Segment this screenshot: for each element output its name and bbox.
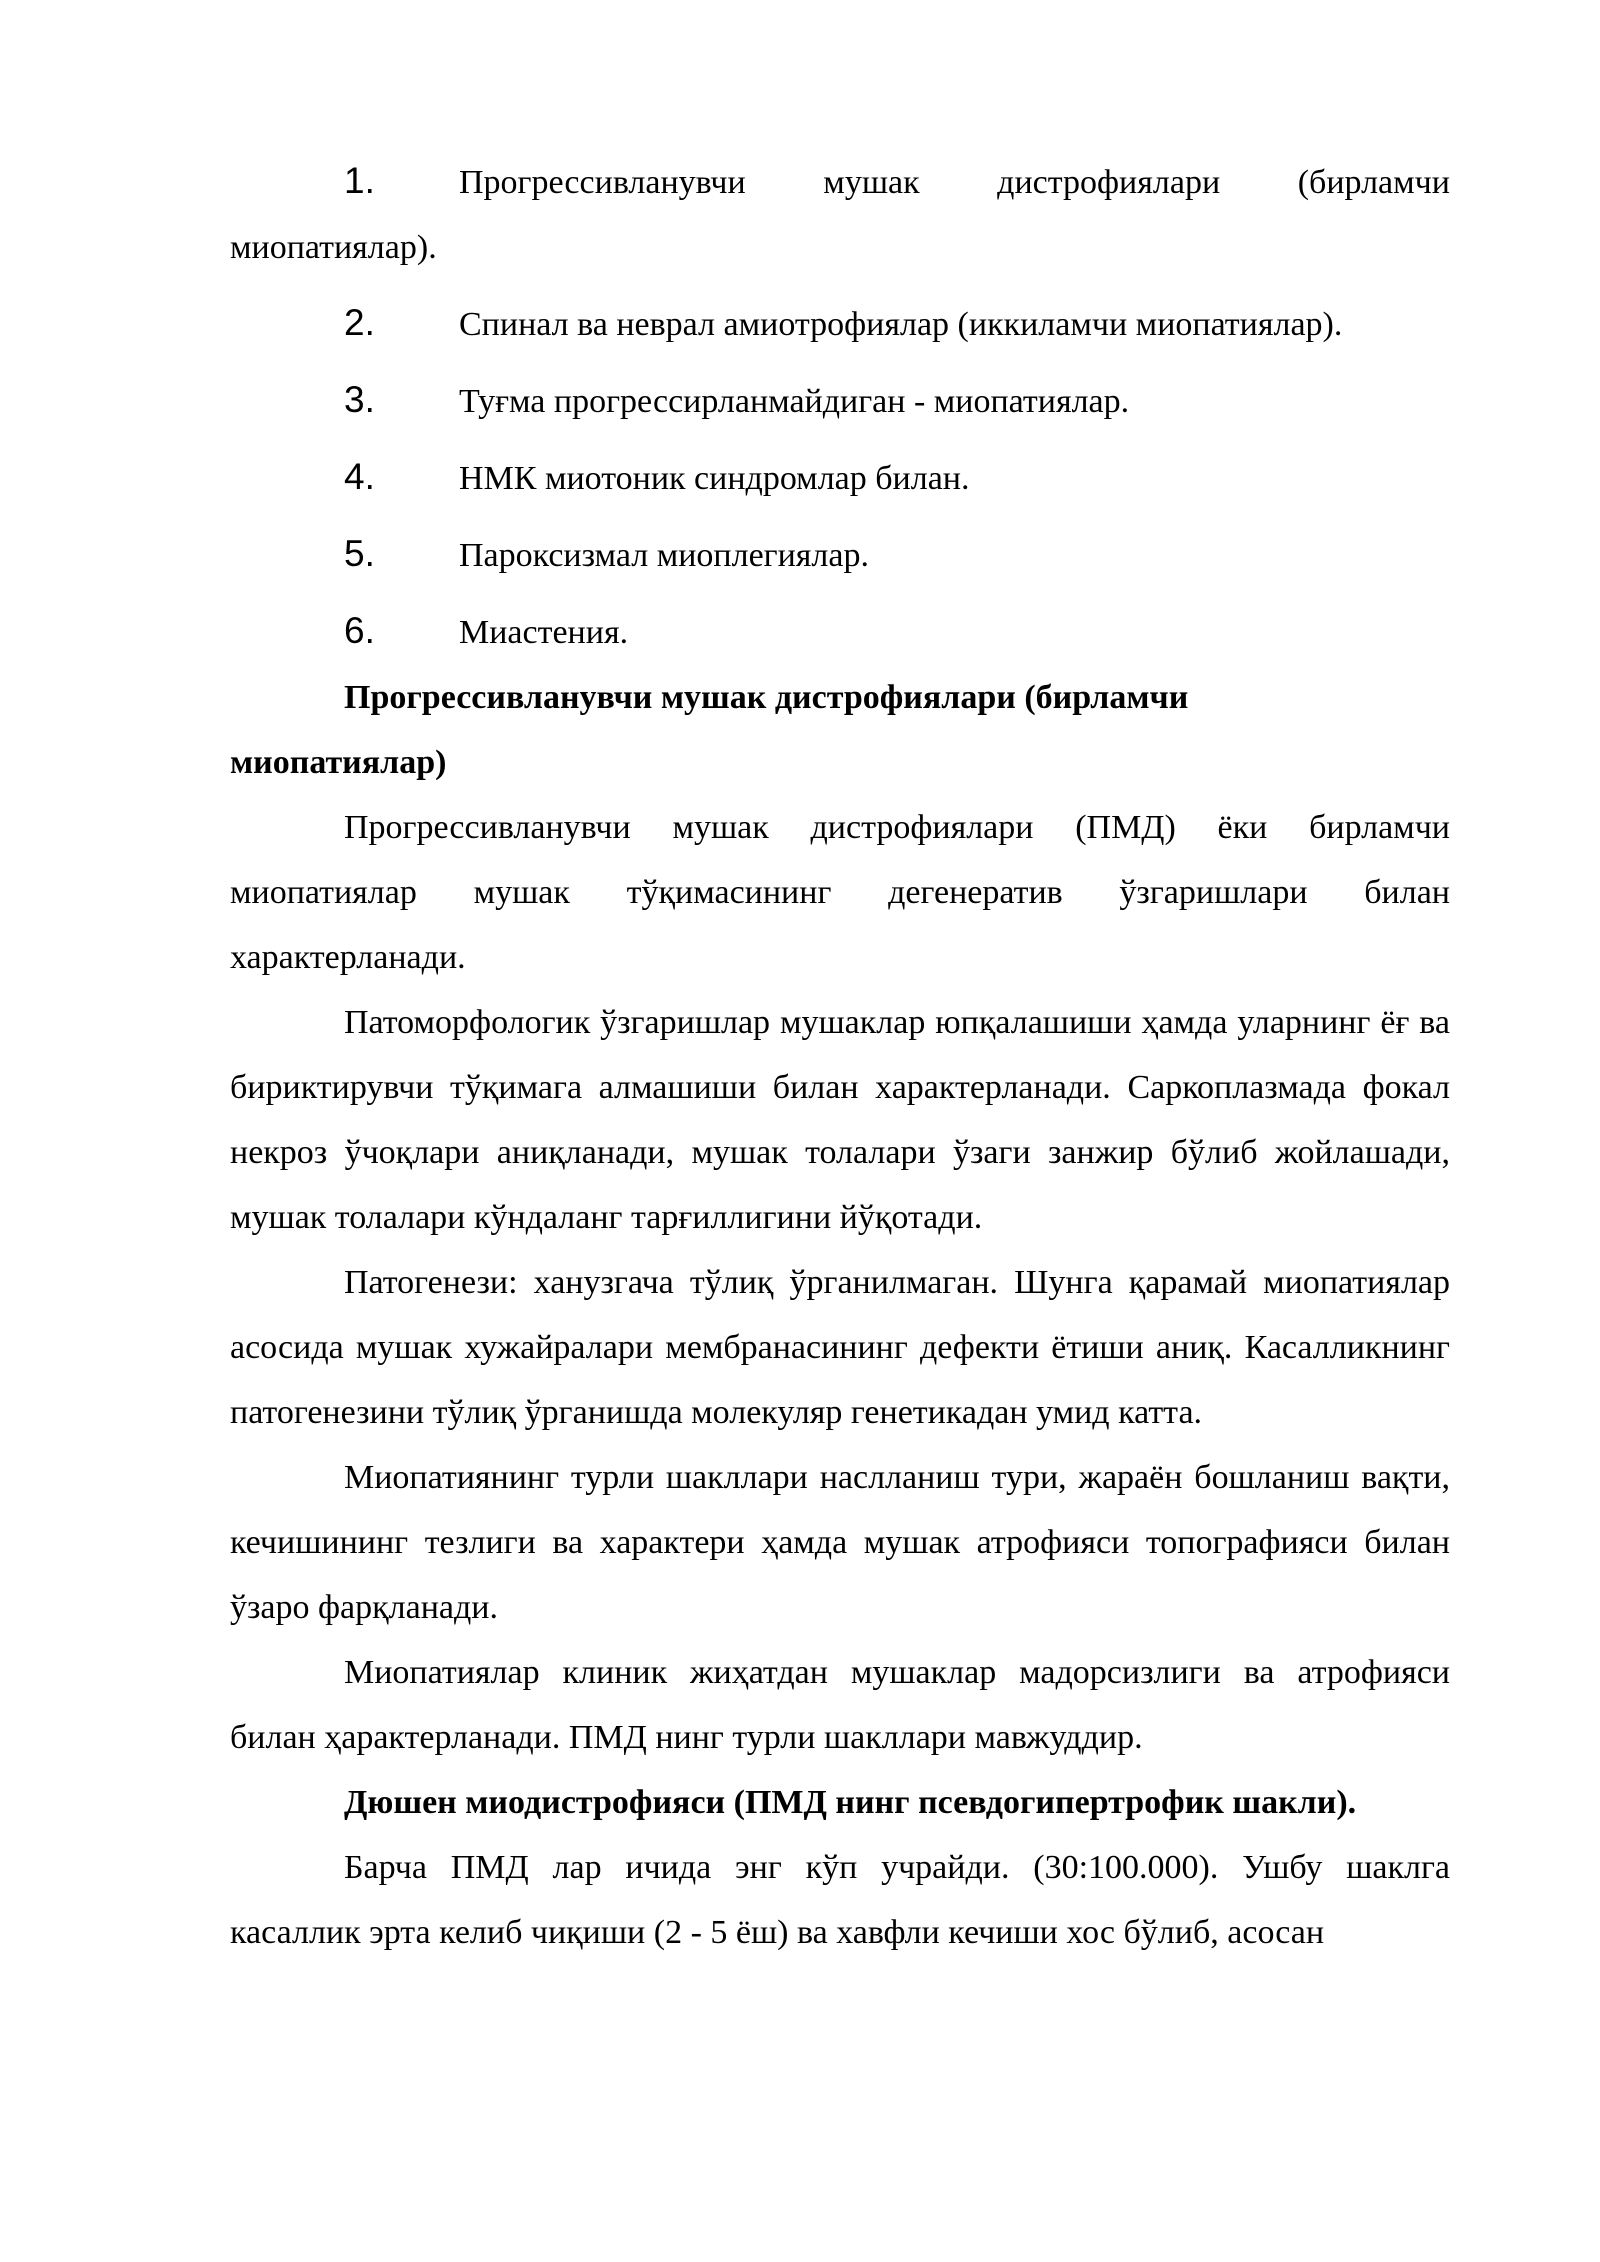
list-text: Туғма прогрессирланмайдиган - миопатиялар.	[459, 383, 1130, 420]
list-text: Миастения.	[459, 614, 629, 651]
paragraph: Миопатиялар клиник жиҳатдан мушаклар мадорсизлиги ва атрофияси билан ҳарактерланади. ПМД нинг турли шакллари мавжуддир.	[230, 1654, 1450, 1756]
document-page	[230, 148, 1450, 1965]
list-text: Спинал ва неврал амиотрофиялар (иккиламчи миопатиялар).	[459, 306, 1343, 343]
list-item-1	[230, 148, 1450, 280]
paragraph: Патогенези: ханузгача тўлиқ ўрганилмаган. Шунга қарамай миопатиялар асосида мушак хужайралари мембранасининг дефекти ётиши аниқ. Касалликнинг патогенезини тўлиқ ўрганишда молекуляр генетикадан умид катта.	[230, 1264, 1450, 1431]
paragraph: Барча ПМД лар ичида энг кўп учрайди. (30:100.000). Ушбу шаклга касаллик эрта келиб чиқиши (2 - 5 ёш) ва хавфли кечиши хос бўлиб, асосан	[230, 1849, 1450, 1951]
list-text-continuation: миопатиялар).	[230, 229, 437, 266]
section-heading: Прогрессивланувчи мушак дистрофиялари (бирламчи миопатиялар)	[230, 679, 1189, 781]
list-item-4	[230, 444, 1450, 511]
list-text: Пароксизмал миоплегиялар.	[459, 537, 869, 574]
list-item-6	[230, 598, 1450, 665]
list-word: Прогрессивланувчи	[459, 164, 746, 201]
paragraph: Патоморфологик ўзгаришлар мушаклар юпқалашиши ҳамда уларнинг ёғ ва бириктирувчи тўқимага алмашиши билан характерланади. Саркоплазмада фокал некроз ўчоқлари аниқланади, мушак толалари ўзаги занжир бўлиб жойлашади, мушак толалари кўндаланг тарғиллигини йўқотади.	[230, 1004, 1450, 1236]
list-number: 4.	[344, 456, 375, 497]
list-item-2	[230, 290, 1450, 357]
list-number: 1.	[344, 160, 375, 201]
list-word: мушак	[823, 164, 920, 201]
list-number: 6.	[344, 610, 375, 651]
list-item-3	[230, 367, 1450, 434]
paragraph: Миопатиянинг турли шакллари наслланиш тури, жараён бошланиш вақти, кечишининг тезлиги ва характери ҳамда мушак атрофияси топографияси билан ўзаро фарқланади.	[230, 1459, 1450, 1626]
list-text: НМК миотоник синдромлар билан.	[459, 460, 970, 497]
list-number: 3.	[344, 379, 375, 420]
list-word: дистрофиялари	[997, 164, 1221, 201]
section-heading: Дюшен миодистрофияси (ПМД нинг псевдогипертрофик шакли).	[344, 1784, 1357, 1821]
list-number: 2.	[344, 302, 375, 343]
list-item-5	[230, 521, 1450, 588]
list-number: 5.	[344, 533, 375, 574]
paragraph: Прогрессивланувчи мушак дистрофиялари (ПМД) ёки бирламчи миопатиялар мушак тўқимасининг дегенератив ўзгаришлари билан характерланади.	[230, 809, 1450, 976]
list-word: (бирламчи	[1297, 164, 1450, 201]
